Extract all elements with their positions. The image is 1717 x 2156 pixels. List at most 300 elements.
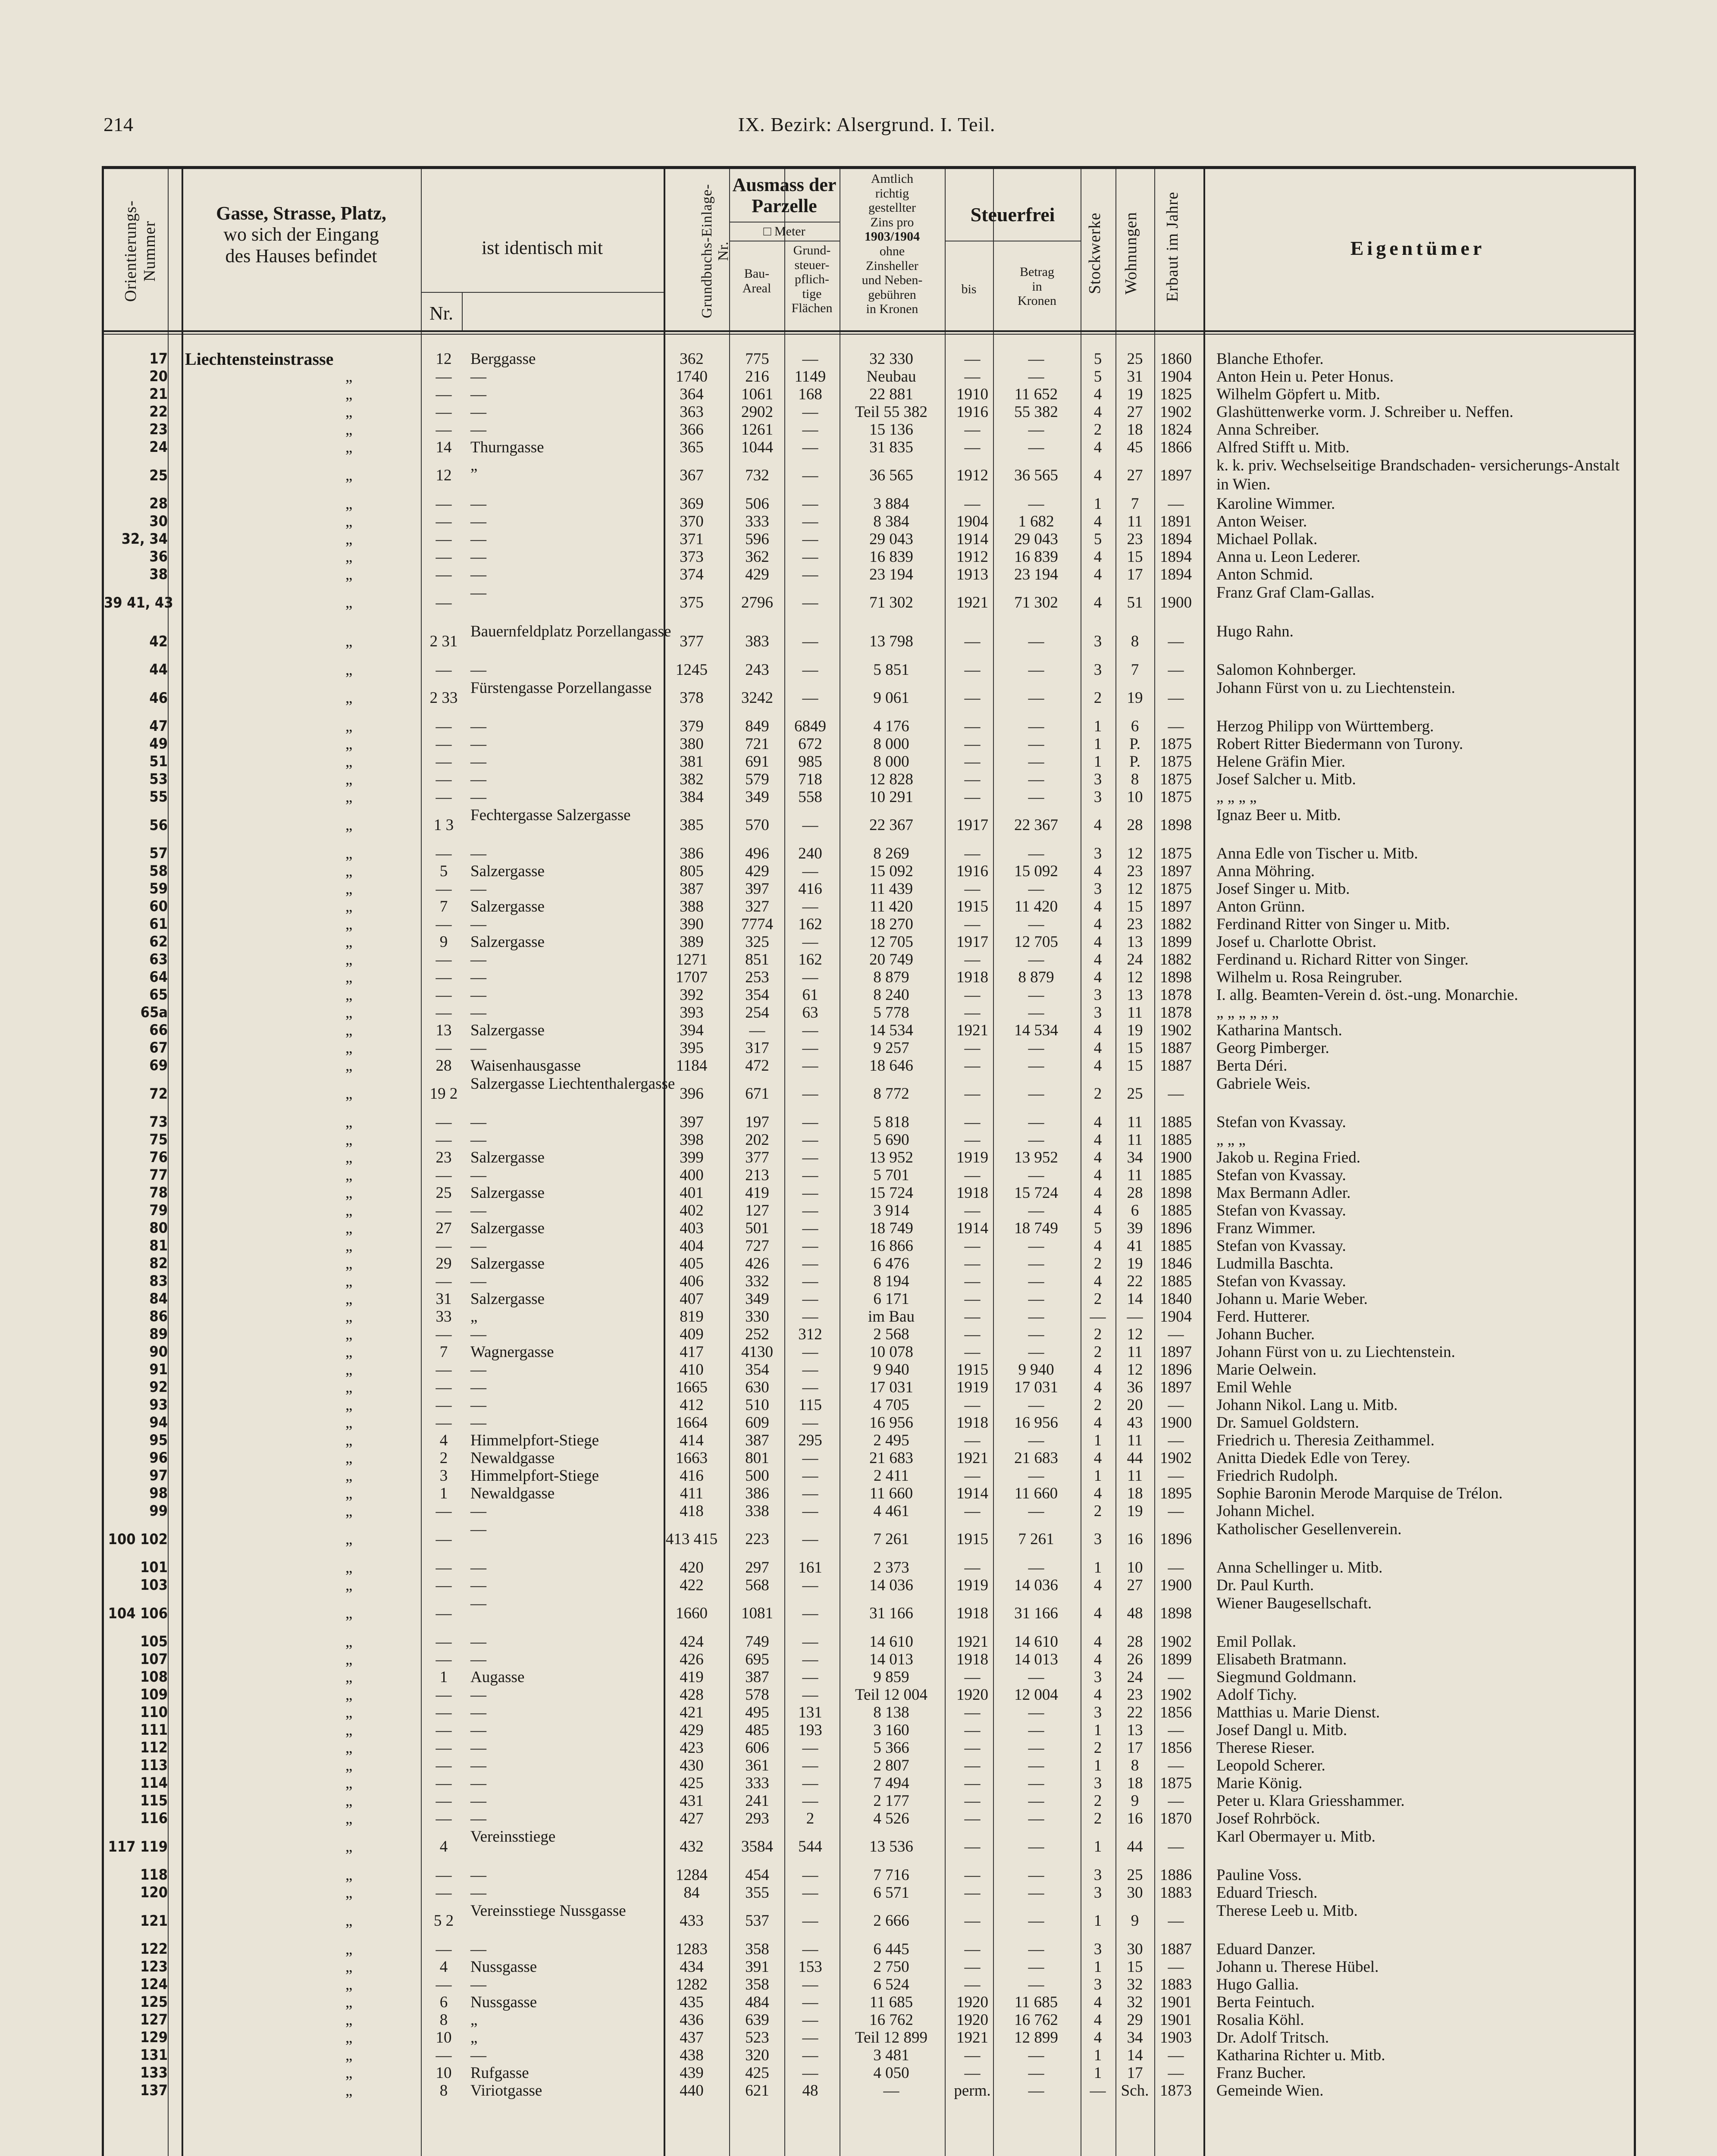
cell-wo: 24 [1127,951,1143,968]
cell-nr: 96 [149,1449,168,1467]
cell-bis: — [964,1810,981,1827]
cell-bis: 1912 [956,548,988,566]
cell-str: „ [345,1449,353,1467]
cell-eig: Glashüttenwerke vorm. J. Schreiber u. Neffen. [1216,403,1513,421]
table-row [104,403,1634,421]
cell-gb: 425 [680,1774,704,1792]
cell-bis: — [964,689,981,707]
table-row [104,1449,1634,1467]
cell-erb: 1899 [1160,1651,1192,1668]
cell-st: 4 [1093,1576,1102,1594]
cell-wo: 22 [1127,1704,1143,1721]
cell-id: — [470,1810,486,1827]
cell-id: „ [470,457,478,474]
table-row [104,933,1634,951]
cell-inr: — [436,1721,452,1739]
cell-erb: 1887 [1160,1057,1192,1075]
cell-str: „ [345,1739,353,1757]
cell-inr: 4 [439,1432,448,1449]
cell-gru: 1149 [794,368,826,385]
cell-str: „ [345,1651,353,1668]
cell-inr: — [436,735,452,753]
cell-str: „ [345,1912,353,1930]
cell-zins: 8 269 [873,845,909,862]
cell-eig: Anna Schellinger u. Mitb. [1216,1559,1383,1576]
cell-inr: — [436,1326,452,1343]
header-rule [104,330,1634,332]
cell-bis: 1916 [956,403,988,421]
cell-eig: „ „ „ „ [1216,788,1257,806]
table-row [104,1075,1634,1113]
cell-gb: 418 [680,1502,704,1520]
cell-betr: — [1028,1502,1044,1520]
cell-bis: 1917 [956,816,988,834]
cell-bis: 1917 [956,933,988,951]
cell-betr: — [1028,1432,1044,1449]
cell-id: — [470,495,486,513]
cell-id: — [470,845,486,862]
cell-gb: 405 [680,1255,704,1272]
cell-zins: 15 724 [869,1184,913,1202]
cell-eig: Gabriele Weis. [1216,1075,1311,1093]
cell-st: 3 [1093,1774,1102,1792]
table-row [104,1022,1634,1039]
cell-wo: 10 [1127,788,1143,806]
cell-gb: 426 [680,1651,704,1668]
cell-betr: — [1028,1838,1044,1855]
cell-bau: 354 [745,986,769,1004]
cell-gru: — [802,1113,818,1131]
cell-id: Salzergasse [470,1184,545,1202]
cell-wo: 45 [1127,439,1143,456]
cell-betr: 9 940 [1018,1361,1054,1379]
cell-id: — [470,1272,486,1290]
cell-eig: Rosalia Köhl. [1216,2011,1304,2029]
cell-zins: 16 866 [869,1237,913,1255]
cell-str: „ [345,845,353,862]
cell-inr: 3 [439,1467,448,1485]
cell-erb: 1856 [1160,1704,1192,1721]
cell-bau: 691 [745,753,769,771]
cell-gb: 392 [680,986,704,1004]
cell-id: Newaldgasse [470,1485,555,1502]
cell-nr: 99 [149,1502,168,1520]
cell-bis: 1921 [956,1022,988,1039]
cell-eig: Hugo Rahn. [1216,623,1294,640]
cell-bis: 1910 [956,385,988,403]
cell-wo: 23 [1127,1686,1143,1704]
cell-erb: 1903 [1160,2029,1192,2046]
cell-bau: 1061 [741,385,773,403]
table-row [104,513,1634,530]
header-rule [421,292,664,293]
table-row [104,1739,1634,1757]
cell-str: „ [345,1004,353,1022]
cell-zins: 18 646 [869,1057,913,1075]
cell-st: 4 [1093,915,1102,933]
cell-betr: — [1028,915,1044,933]
cell-gru: 168 [798,385,822,403]
cell-str: „ [345,1604,353,1622]
cell-wo: 6 [1131,718,1139,735]
cell-str: „ [345,951,353,968]
table-row [104,1326,1634,1343]
cell-inr: — [436,1810,452,1827]
cell-bau: 358 [745,1976,769,1993]
cell-eig: Alfred Stifft u. Mitb. [1216,439,1350,456]
cell-bau: 419 [745,1184,769,1202]
cell-gb: 1284 [676,1866,708,1884]
cell-gru: — [802,1184,818,1202]
cell-gb: 420 [680,1559,704,1576]
cell-str: „ [345,1686,353,1704]
cell-erb: 1885 [1160,1131,1192,1149]
cell-bis: 1918 [956,1184,988,1202]
cell-wo: 9 [1131,1912,1139,1930]
cell-nr: 97 [149,1467,168,1484]
cell-erb: 1898 [1160,816,1192,834]
page-number: 214 [103,113,133,135]
cell-st: 4 [1093,1272,1102,1290]
cell-st: 4 [1093,385,1102,403]
cell-st: 1 [1093,1467,1102,1485]
cell-erb: — [1168,1432,1184,1449]
cell-wo: 14 [1127,2046,1143,2064]
cell-betr: — [1028,633,1044,650]
table-row [104,771,1634,788]
cell-eig: Peter u. Klara Griesshammer. [1216,1792,1405,1810]
table-row [104,718,1634,735]
cell-inr: — [436,1004,452,1022]
header-zins-l3: gestellter [868,201,916,215]
cell-str: „ [345,633,353,650]
cell-inr: — [436,1633,452,1651]
cell-gru: 48 [802,2082,818,2100]
cell-nr: 120 [140,1884,168,1901]
cell-erb: 1870 [1160,1810,1192,1827]
cell-bis: 1912 [956,467,988,484]
cell-gb: 438 [680,2046,704,2064]
cell-erb: — [1168,495,1184,513]
table-row [104,1113,1634,1131]
cell-st: 4 [1093,1113,1102,1131]
cell-nr: 105 [140,1633,168,1650]
header-rule [462,292,463,330]
cell-bau: 671 [745,1085,769,1103]
cell-gru: 193 [798,1721,822,1739]
cell-wo: 11 [1127,1166,1143,1184]
cell-id: — [470,968,486,986]
cell-str: „ [345,421,353,439]
cell-zins: 8 240 [873,986,909,1004]
cell-st: 3 [1093,788,1102,806]
header-erbaut: Erbaut im Jahre [1163,191,1181,302]
cell-str: „ [345,1379,353,1396]
cell-betr: — [1028,1202,1044,1219]
cell-st: 4 [1093,566,1102,583]
cell-gb: 390 [680,915,704,933]
cell-erb: — [1168,2046,1184,2064]
cell-st: 4 [1093,1149,1102,1166]
cell-inr: 25 [436,1184,452,1202]
cell-gb: 399 [680,1149,704,1166]
cell-gb: 394 [680,1022,704,1039]
cell-erb: 1882 [1160,951,1192,968]
cell-bau: 454 [745,1866,769,1884]
cell-eig: Blanche Ethofer. [1216,350,1324,368]
cell-zins: 13 536 [869,1838,913,1855]
cell-id: — [470,1792,486,1810]
table-row [104,1993,1634,2011]
cell-gru: 61 [802,986,818,1004]
cell-inr: 19 2 [429,1085,458,1103]
cell-betr: — [1028,495,1044,513]
cell-betr: — [1028,1308,1044,1326]
cell-id: Fürstengasse Porzellangasse [470,679,652,697]
cell-bis: — [964,2064,981,2082]
cell-eig: Anna Edle von Tischer u. Mitb. [1216,845,1418,862]
cell-inr: — [436,788,452,806]
cell-wo: 19 [1127,1502,1143,1520]
cell-zins: 2 750 [873,1958,909,1976]
table-row [104,1958,1634,1976]
cell-eig: Anton Schmid. [1216,566,1313,583]
cell-st: 2 [1093,1396,1102,1414]
cell-erb: 1896 [1160,1361,1192,1379]
cell-zins: 22 881 [869,385,913,403]
cell-gru: — [802,816,818,834]
cell-erb: — [1168,1467,1184,1485]
header-grundsteuer-l2: steuer- [794,257,830,272]
cell-id: — [470,735,486,753]
cell-inr: — [436,594,452,611]
cell-gb: 385 [680,816,704,834]
cell-gru: — [802,1604,818,1622]
cell-id: — [470,1502,486,1520]
cell-inr: — [436,1039,452,1057]
header-identisch-nr: Nr. [429,303,453,324]
cell-id: Rufgasse [470,2064,529,2082]
cell-bau: 391 [745,1958,769,1976]
cell-gb: 1663 [676,1449,708,1467]
cell-gru: 6849 [794,718,826,735]
cell-zins: 12 705 [869,933,913,951]
cell-str: „ [345,1166,353,1184]
cell-nr: 64 [149,968,168,986]
cell-bau: 578 [745,1686,769,1704]
cell-zins: 6 524 [873,1976,909,1993]
cell-id: — [470,1237,486,1255]
cell-str: „ [345,1721,353,1739]
cell-nr: 55 [149,788,168,805]
cell-id: — [470,1039,486,1057]
cell-wo: 25 [1127,1866,1143,1884]
cell-str: „ [345,1057,353,1075]
cell-nr: 69 [149,1057,168,1074]
cell-nr: 47 [149,718,168,735]
cell-wo: 30 [1127,1940,1143,1958]
cell-st: 4 [1093,1604,1102,1622]
cell-bis: — [964,1467,981,1485]
cell-betr: 18 749 [1014,1219,1058,1237]
cell-inr: — [436,385,452,403]
cell-st: 3 [1093,1940,1102,1958]
cell-inr: — [436,915,452,933]
cell-id: — [470,530,486,548]
cell-erb: 1885 [1160,1237,1192,1255]
cell-id: Nussgasse [470,1993,537,2011]
cell-bis: 1916 [956,862,988,880]
cell-str: „ [345,1396,353,1414]
header-grundsteuer-l1: Grund- [793,243,831,257]
cell-gb: 84 [683,1884,700,1902]
cell-nr: 82 [149,1255,168,1272]
cell-st: 2 [1093,1326,1102,1343]
cell-nr: 114 [140,1774,168,1792]
cell-st: 4 [1093,1022,1102,1039]
cell-wo: 15 [1127,1039,1143,1057]
cell-str: „ [345,1343,353,1361]
cell-erb: — [1168,1912,1184,1930]
cell-betr: 7 261 [1018,1530,1054,1548]
cell-bau: 721 [745,735,769,753]
cell-betr: — [1028,1704,1044,1721]
cell-eig: Ignaz Beer u. Mitb. [1216,806,1341,824]
header-zins-l1: Amtlich [871,172,914,186]
cell-bis: 1921 [956,2029,988,2046]
table-row [104,661,1634,679]
cell-st: 4 [1093,1651,1102,1668]
cell-eig: Ferd. Hutterer. [1216,1308,1310,1326]
cell-id: — [470,421,486,439]
cell-wo: 26 [1127,1651,1143,1668]
cell-str: „ [345,2064,353,2082]
cell-eig: Josef u. Charlotte Obrist. [1216,933,1376,951]
cell-bis: — [964,1237,981,1255]
cell-gru: — [802,1866,818,1884]
cell-wo: 24 [1127,1668,1143,1686]
cell-gb: 411 [680,1485,704,1502]
cell-erb: — [1168,633,1184,650]
cell-id: Viriotgasse [470,2082,542,2100]
cell-gb: 436 [680,2011,704,2029]
cell-str: „ [345,1432,353,1449]
cell-id: — [470,566,486,583]
cell-eig: „ „ „ [1216,1131,1246,1149]
cell-nr: 24 [149,439,168,456]
cell-zins: 13 952 [869,1149,913,1166]
cell-st: 3 [1093,880,1102,898]
cell-inr: — [436,1113,452,1131]
cell-id: — [470,584,486,602]
cell-st: 4 [1093,439,1102,456]
cell-bis: — [964,633,981,650]
cell-eig: Gemeinde Wien. [1216,2082,1324,2100]
cell-gb: 388 [680,898,704,915]
cell-wo: 27 [1127,467,1143,484]
cell-erb: 1900 [1160,1576,1192,1594]
cell-inr: 2 31 [429,633,458,650]
cell-gb: 373 [680,548,704,566]
cell-gru: — [802,1414,818,1432]
cell-id: — [470,513,486,530]
header-grundbuch: Grundbuchs-Einlage-Nr. [699,184,731,318]
cell-gb: 407 [680,1290,704,1308]
header-zins-l8: und Neben- [862,273,923,288]
cell-inr: — [436,2046,452,2064]
table-row [104,1131,1634,1149]
cell-nr: 122 [140,1940,168,1958]
cell-zins: 15 092 [869,862,913,880]
cell-st: 2 [1093,1792,1102,1810]
cell-bis: — [964,880,981,898]
cell-bau: 223 [745,1530,769,1548]
table-row [104,1379,1634,1396]
cell-bau: 252 [745,1326,769,1343]
cell-zins: 21 683 [869,1449,913,1467]
cell-eig: Stefan von Kvassay. [1216,1166,1346,1184]
cell-str: „ [345,816,353,834]
cell-nr: 60 [149,898,168,915]
cell-st: 4 [1093,594,1102,611]
cell-nr: 115 [140,1792,168,1809]
cell-bau: 338 [745,1502,769,1520]
cell-erb: 1878 [1160,986,1192,1004]
cell-gb: 369 [680,495,704,513]
header-eigentuemer: Eigentümer [1350,237,1485,259]
cell-gb: 439 [680,2064,704,2082]
cell-gb: 432 [680,1838,704,1855]
cell-eig: Anitta Diedek Edle von Terey. [1216,1449,1410,1467]
cell-eig: Johann Michel. [1216,1502,1315,1520]
cell-st: 4 [1093,1993,1102,2011]
cell-wo: 11 [1127,1113,1143,1131]
cell-gb: 371 [680,530,704,548]
cell-bis: — [964,1004,981,1022]
cell-id: — [470,771,486,788]
cell-gb: 419 [680,1668,704,1686]
cell-erb: 1894 [1160,548,1192,566]
cell-eig: Katholischer Gesellenverein. [1216,1520,1402,1538]
cell-wo: 12 [1127,845,1143,862]
cell-wo: 15 [1127,898,1143,915]
cell-bis: — [964,986,981,1004]
cell-id: Salzergasse Liechtenthalergasse [470,1075,675,1093]
cell-wo: 17 [1127,2064,1143,2082]
cell-zins: 14 610 [869,1633,913,1651]
cell-inr: — [436,1976,452,1993]
cell-wo: 19 [1127,1022,1143,1039]
cell-id: Nussgasse [470,1958,537,1976]
cell-betr: — [1028,2064,1044,2082]
cell-bau: 253 [745,968,769,986]
cell-eig: „ „ „ „ „ „ [1216,1004,1279,1022]
cell-id: — [470,1651,486,1668]
cell-gb: 1664 [676,1414,708,1432]
cell-gru: — [802,1884,818,1902]
cell-nr: 111 [140,1721,168,1739]
cell-nr: 133 [140,2064,168,2081]
cell-zins: 5 690 [873,1131,909,1149]
cell-bau: 355 [745,1884,769,1902]
cell-bau: 333 [745,513,769,530]
cell-wo: 16 [1127,1530,1143,1548]
cell-inr: — [436,1604,452,1622]
cell-str: „ [345,2029,353,2046]
cell-zins: 9 061 [873,689,909,707]
cell-inr: — [436,986,452,1004]
cell-bau: 4130 [741,1343,773,1361]
